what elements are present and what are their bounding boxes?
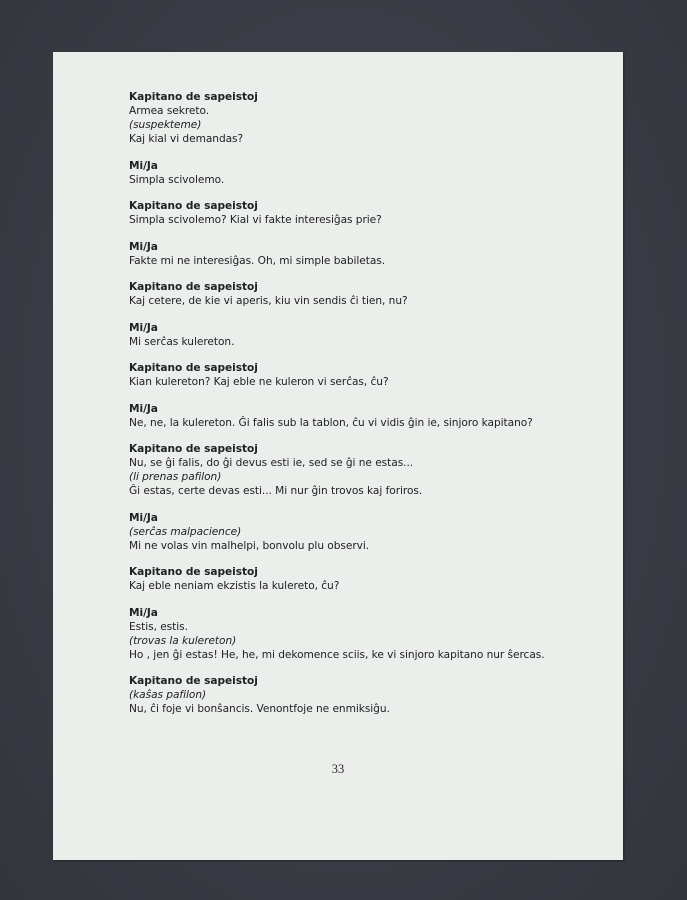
dialogue-block bbox=[129, 321, 599, 349]
dialogue-line: Nu, ĉi foje vi bonŝancis. Venontfoje ne enmiksiĝu. bbox=[129, 703, 390, 715]
speaker-name: Mi/Ja bbox=[129, 511, 158, 524]
speaker-name: Kapitano de sapeistoj bbox=[129, 675, 258, 687]
speaker-name: Kapitano de sapeistoj bbox=[129, 91, 258, 103]
document-page bbox=[53, 52, 623, 860]
dialogue-block bbox=[129, 159, 599, 187]
dialogue-line: Mi serĉas kulereton. bbox=[129, 335, 235, 348]
dialogue-line: Simpla scivolemo. bbox=[129, 173, 225, 186]
stage-direction: (li prenas pafilon) bbox=[129, 471, 222, 483]
stage-direction: (kaŝas pafilon) bbox=[129, 689, 207, 701]
stage-direction: (serĉas malpacience) bbox=[129, 525, 242, 538]
dialogue-block bbox=[129, 606, 599, 662]
dialogue-line: Ĝi estas, certe devas esti... Mi nur ĝin trovos kaj foriros. bbox=[129, 485, 423, 497]
script-text bbox=[129, 90, 599, 729]
dialogue-block bbox=[129, 199, 599, 227]
speaker-name: Mi/Ja bbox=[129, 606, 158, 619]
dialogue-block bbox=[129, 565, 599, 593]
dialogue-block bbox=[129, 442, 599, 498]
speaker-name: Mi/Ja bbox=[129, 321, 158, 334]
dialogue-line: Kaj kial vi demandas? bbox=[129, 133, 244, 145]
speaker-name: Kapitano de sapeistoj bbox=[129, 566, 258, 578]
dialogue-line: Ho , jen ĝi estas! He, he, mi dekomence sciis, ke vi sinjoro kapitano nur ŝercas. bbox=[129, 648, 545, 661]
stage-direction: (suspekteme) bbox=[129, 119, 202, 131]
dialogue-line: Mi ne volas vin malhelpi, bonvolu plu observi. bbox=[129, 539, 370, 552]
speaker-name: Kapitano de sapeistoj bbox=[129, 362, 258, 374]
speaker-name: Mi/Ja bbox=[129, 402, 158, 415]
dialogue-block bbox=[129, 511, 599, 553]
dialogue-line: Estis, estis. bbox=[129, 620, 188, 633]
dialogue-block bbox=[129, 280, 599, 308]
speaker-name: Mi/Ja bbox=[129, 159, 158, 172]
page-number: 33 bbox=[331, 762, 345, 776]
speaker-name: Kapitano de sapeistoj bbox=[129, 443, 258, 455]
dialogue-line: Ne, ne, la kulereton. Ĝi falis sub la tablon, ĉu vi vidis ĝin ie, sinjoro kapitano? bbox=[129, 416, 533, 429]
dialogue-block bbox=[129, 240, 599, 268]
dialogue-block bbox=[129, 90, 599, 146]
speaker-name: Kapitano de sapeistoj bbox=[129, 200, 258, 212]
dialogue-block bbox=[129, 402, 599, 430]
dialogue-block bbox=[129, 674, 599, 716]
stage-direction: (trovas la kulereton) bbox=[129, 634, 237, 647]
dialogue-line: Armea sekreto. bbox=[129, 105, 210, 117]
dialogue-line: Simpla scivolemo? Kial vi fakte interesiĝas prie? bbox=[129, 214, 382, 226]
dialogue-line: Kaj eble neniam ekzistis la kulereto, ĉu? bbox=[129, 580, 340, 592]
dialogue-line: Kaj cetere, de kie vi aperis, kiu vin sendis ĉi tien, nu? bbox=[129, 295, 408, 307]
speaker-name: Kapitano de sapeistoj bbox=[129, 281, 258, 293]
dialogue-line: Fakte mi ne interesiĝas. Oh, mi simple babiletas. bbox=[129, 254, 386, 267]
dialogue-block bbox=[129, 361, 599, 389]
speaker-name: Mi/Ja bbox=[129, 240, 158, 253]
dialogue-line: Kian kulereton? Kaj eble ne kuleron vi serĉas, ĉu? bbox=[129, 376, 389, 388]
dialogue-line: Nu, se ĝi falis, do ĝi devus esti ie, sed se ĝi ne estas... bbox=[129, 457, 414, 469]
